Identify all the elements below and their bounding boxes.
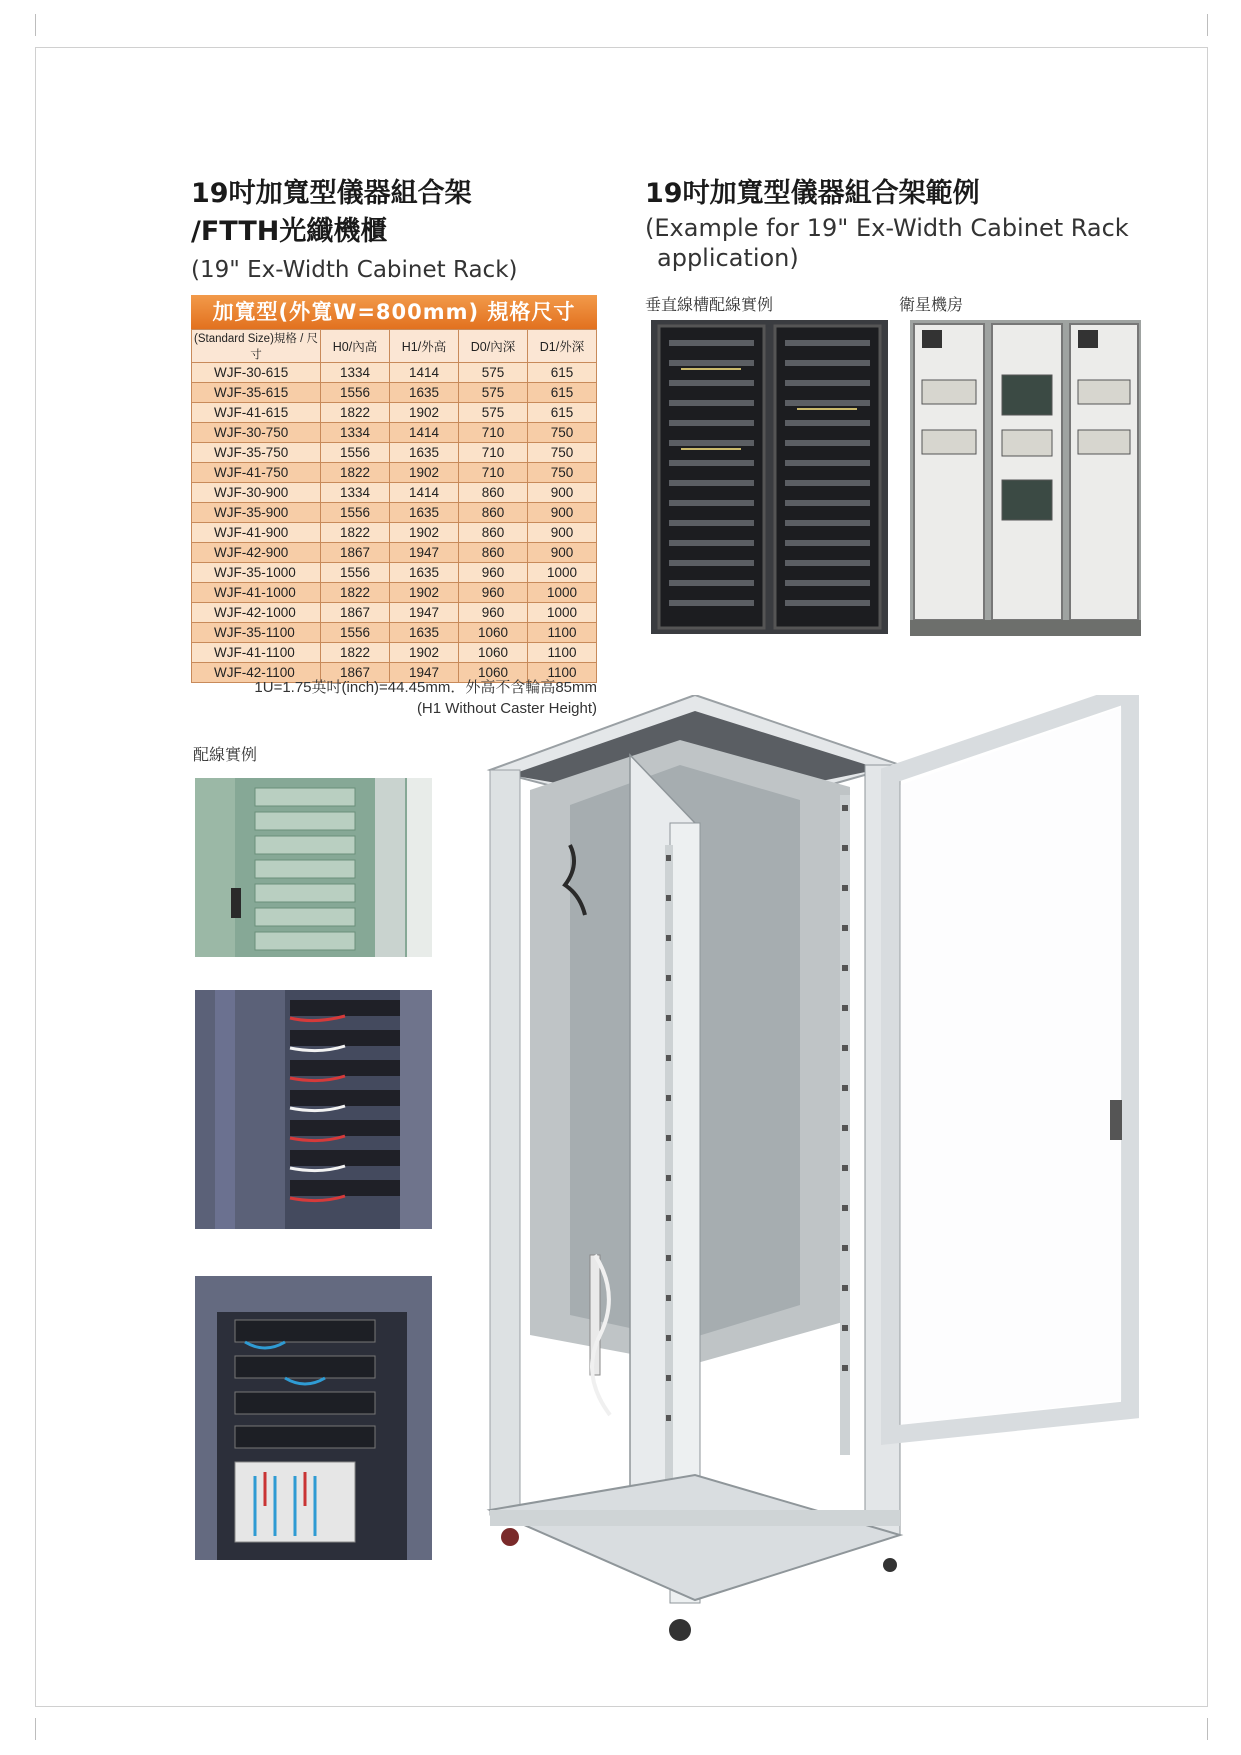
dimension-cell: 1902 <box>390 463 459 483</box>
dimension-cell: 575 <box>459 403 528 423</box>
dimension-cell: 1100 <box>528 623 597 643</box>
dimension-cell: 1902 <box>390 403 459 423</box>
dimension-cell: 1000 <box>528 563 597 583</box>
spec-table-row <box>192 423 597 443</box>
model-cell: WJF-30-900 <box>192 483 321 503</box>
dimension-cell: 1556 <box>321 623 390 643</box>
model-cell: WJF-41-750 <box>192 463 321 483</box>
column-header: D1/外深 <box>528 330 597 363</box>
dimension-cell: 575 <box>459 383 528 403</box>
column-header: H0/內高 <box>321 330 390 363</box>
dimension-cell: 1100 <box>528 643 597 663</box>
model-cell: WJF-30-615 <box>192 363 321 383</box>
dimension-cell: 750 <box>528 443 597 463</box>
spec-table-block <box>191 295 597 683</box>
dimension-cell: 710 <box>459 423 528 443</box>
example-subtitle-line2: application) <box>657 244 799 272</box>
model-cell: WJF-41-900 <box>192 523 321 543</box>
dimension-cell: 860 <box>459 483 528 503</box>
spec-table-row <box>192 483 597 503</box>
product-title-line2: /FTTH光纖機櫃 <box>191 216 388 247</box>
spec-table-row <box>192 503 597 523</box>
spec-table-row <box>192 543 597 563</box>
page-frame-bottom <box>35 1706 1208 1707</box>
wiring-photo-2 <box>195 990 432 1229</box>
dimension-cell: 1000 <box>528 583 597 603</box>
spec-table-column-row <box>192 330 597 363</box>
cabinet-rack-photo <box>470 695 1190 1655</box>
caption-wiring-examples: 配線實例 <box>193 745 258 764</box>
dimension-cell: 960 <box>459 563 528 583</box>
dimension-cell: 1000 <box>528 603 597 623</box>
wiring-photo-3 <box>195 1276 432 1560</box>
vertical-cable-photo <box>651 320 888 634</box>
dimension-cell: 1947 <box>390 543 459 563</box>
dimension-cell: 1060 <box>459 623 528 643</box>
model-cell: WJF-35-615 <box>192 383 321 403</box>
model-cell: WJF-35-750 <box>192 443 321 463</box>
spec-table-row <box>192 623 597 643</box>
dimension-cell: 1867 <box>321 543 390 563</box>
dimension-cell: 1822 <box>321 463 390 483</box>
spec-table-row <box>192 563 597 583</box>
dimension-cell: 1100 <box>528 663 597 683</box>
left-heading <box>191 175 591 285</box>
dimension-cell: 1867 <box>321 663 390 683</box>
example-title: 19吋加寬型儀器組合架範例 <box>645 178 980 209</box>
model-cell: WJF-35-1100 <box>192 623 321 643</box>
dimension-cell: 900 <box>528 543 597 563</box>
dimension-cell: 1947 <box>390 603 459 623</box>
dimension-cell: 1822 <box>321 523 390 543</box>
spec-table-row <box>192 603 597 623</box>
model-cell: WJF-42-1000 <box>192 603 321 623</box>
dimension-cell: 1060 <box>459 643 528 663</box>
dimension-cell: 1822 <box>321 583 390 603</box>
spec-table <box>191 329 597 683</box>
spec-note-line2: (H1 Without Caster Height) <box>416 700 597 717</box>
crop-mark-bottom-right <box>1207 1718 1208 1740</box>
dimension-cell: 710 <box>459 463 528 483</box>
dimension-cell: 750 <box>528 423 597 443</box>
spec-table-row <box>192 523 597 543</box>
dimension-cell: 1334 <box>321 483 390 503</box>
dimension-cell: 710 <box>459 443 528 463</box>
column-header: (Standard Size)規格 / 尺寸 <box>192 330 321 363</box>
spec-note-line1: 1U=1.75英吋(inch)=44.45mm．外高不含輪高85mm <box>254 679 597 696</box>
dimension-cell: 860 <box>459 503 528 523</box>
page-frame-left <box>35 47 36 1707</box>
model-cell: WJF-35-900 <box>192 503 321 523</box>
product-title-line1: 19吋加寬型儀器組合架 <box>191 178 472 209</box>
spec-table-row <box>192 403 597 423</box>
product-subtitle-en: (19" Ex-Width Cabinet Rack) <box>191 257 518 283</box>
dimension-cell: 615 <box>528 383 597 403</box>
page-frame-top <box>35 47 1208 48</box>
dimension-cell: 1334 <box>321 363 390 383</box>
spec-table-row <box>192 363 597 383</box>
caption-vertical-cable: 垂直線槽配線實例 <box>645 295 774 314</box>
model-cell: WJF-42-1100 <box>192 663 321 683</box>
column-header: D0/內深 <box>459 330 528 363</box>
dimension-cell: 1635 <box>390 623 459 643</box>
dimension-cell: 1556 <box>321 383 390 403</box>
dimension-cell: 615 <box>528 363 597 383</box>
dimension-cell: 1635 <box>390 563 459 583</box>
spec-table-row <box>192 443 597 463</box>
column-header: H1/外高 <box>390 330 459 363</box>
dimension-cell: 750 <box>528 463 597 483</box>
satellite-room-photo <box>910 320 1141 636</box>
dimension-cell: 900 <box>528 483 597 503</box>
page-frame-right <box>1207 47 1208 1707</box>
dimension-cell: 1414 <box>390 483 459 503</box>
dimension-cell: 900 <box>528 523 597 543</box>
example-subtitle-line1: (Example for 19" Ex-Width Cabinet Rack <box>645 214 1129 242</box>
spec-table-row <box>192 643 597 663</box>
model-cell: WJF-41-615 <box>192 403 321 423</box>
model-cell: WJF-35-1000 <box>192 563 321 583</box>
dimension-cell: 1556 <box>321 503 390 523</box>
right-heading <box>645 175 1165 273</box>
dimension-cell: 860 <box>459 523 528 543</box>
dimension-cell: 615 <box>528 403 597 423</box>
dimension-cell: 1902 <box>390 643 459 663</box>
crop-mark-bottom-left <box>35 1718 36 1740</box>
crop-mark-top-right <box>1207 14 1208 36</box>
spec-table-header: 加寬型(外寬W=800mm) 規格尺寸 <box>191 295 597 329</box>
dimension-cell: 1902 <box>390 583 459 603</box>
dimension-cell: 1902 <box>390 523 459 543</box>
spec-table-row <box>192 383 597 403</box>
dimension-cell: 575 <box>459 363 528 383</box>
dimension-cell: 1414 <box>390 423 459 443</box>
wiring-photo-1 <box>195 778 432 957</box>
model-cell: WJF-41-1100 <box>192 643 321 663</box>
model-cell: WJF-42-900 <box>192 543 321 563</box>
dimension-cell: 1947 <box>390 663 459 683</box>
dimension-cell: 860 <box>459 543 528 563</box>
spec-table-row <box>192 583 597 603</box>
crop-mark-top-left <box>35 14 36 36</box>
model-cell: WJF-30-750 <box>192 423 321 443</box>
dimension-cell: 1635 <box>390 503 459 523</box>
dimension-cell: 1822 <box>321 643 390 663</box>
dimension-cell: 1867 <box>321 603 390 623</box>
dimension-cell: 900 <box>528 503 597 523</box>
dimension-cell: 1635 <box>390 383 459 403</box>
dimension-cell: 960 <box>459 583 528 603</box>
dimension-cell: 960 <box>459 603 528 623</box>
spec-table-row <box>192 463 597 483</box>
dimension-cell: 1556 <box>321 563 390 583</box>
dimension-cell: 1060 <box>459 663 528 683</box>
dimension-cell: 1635 <box>390 443 459 463</box>
caption-satellite-room: 衛星機房 <box>899 295 964 314</box>
model-cell: WJF-41-1000 <box>192 583 321 603</box>
dimension-cell: 1334 <box>321 423 390 443</box>
dimension-cell: 1822 <box>321 403 390 423</box>
dimension-cell: 1556 <box>321 443 390 463</box>
dimension-cell: 1414 <box>390 363 459 383</box>
